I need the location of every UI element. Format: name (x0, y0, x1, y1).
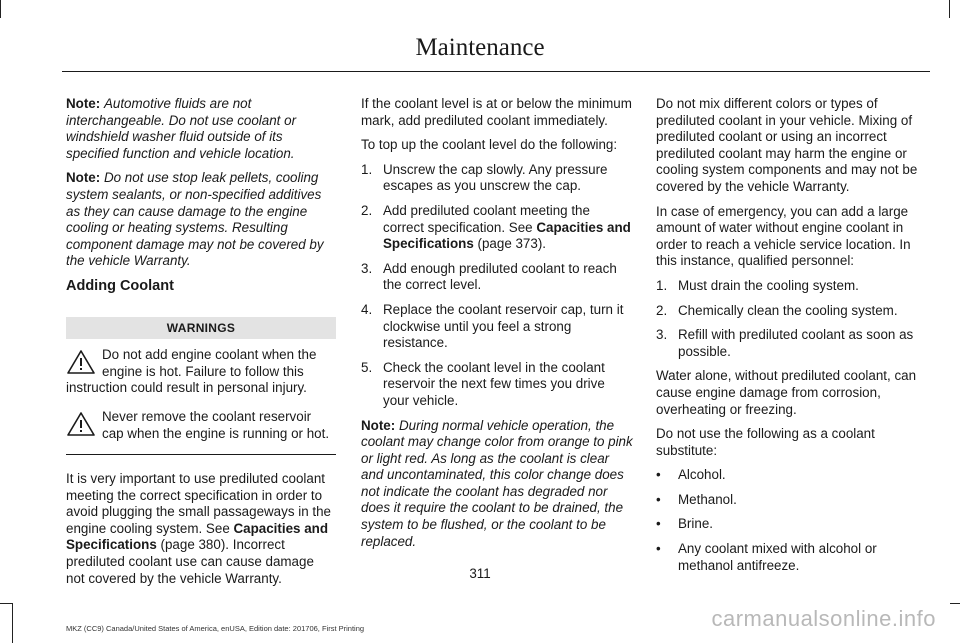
step-number: 3. (361, 260, 373, 276)
crop-mark-top-left-h (0, 0, 1, 18)
bullet-icon: • (656, 541, 661, 557)
paragraph-substitute: Do not use the following as a coolant substitute: (656, 426, 875, 458)
crop-mark-top-right-h (949, 0, 950, 18)
step-number: 1. (361, 161, 373, 177)
crop-mark-bottom-left-v (12, 603, 13, 643)
step-number: 5. (361, 359, 373, 375)
step-text: Add prediluted coolant meeting the correct specification. See (383, 202, 590, 235)
column-right (656, 96, 928, 582)
list-item (361, 162, 633, 195)
crop-mark-bottom-right-h (950, 603, 960, 604)
paragraph-text: It is very important to use prediluted coolant meeting the correct specification in order to avoid plugging the small passageways in the engine cooling system. See (66, 471, 332, 536)
section-heading-adding-coolant: Adding Coolant (66, 277, 174, 294)
warnings-divider (66, 454, 336, 455)
warning-triangle-icon (66, 349, 96, 375)
bullet-icon: • (656, 467, 661, 483)
step-number: 4. (361, 301, 373, 317)
bullet-icon: • (656, 491, 661, 507)
column-left (66, 96, 336, 595)
page-title: Maintenance (415, 34, 545, 61)
crop-mark-bottom-left-h (0, 603, 12, 604)
note-label: Note: (66, 170, 101, 186)
list-item (361, 360, 633, 410)
steps-list (361, 162, 633, 410)
bullet-text: Methanol. (678, 491, 737, 507)
note-label: Note: (66, 96, 101, 111)
cross-reference-link[interactable]: Capacities and Specifications (383, 219, 631, 252)
step-text: Must drain the cooling system. (678, 277, 859, 293)
note-color-change (361, 418, 633, 551)
list-item (656, 516, 928, 533)
warning-item (66, 347, 336, 397)
step-number: 1. (656, 277, 668, 293)
paragraph-water-alone: Water alone, without prediluted coolant, can cause engine damage from corrosion, overheating or freezing. (656, 368, 917, 417)
list-item (361, 261, 633, 294)
warning-text: Never remove the coolant reservoir cap when the engine is running or hot. (102, 408, 330, 441)
bullet-text: Any coolant mixed with alcohol or methanol antifreeze. (678, 541, 877, 573)
step-text: Chemically clean the cooling system. (678, 302, 898, 318)
warning-item (66, 409, 336, 442)
step-text: Refill with prediluted coolant as soon as possible. (678, 327, 914, 359)
list-item (656, 327, 928, 360)
warning-triangle-icon (66, 411, 96, 437)
step-text: Replace the coolant reservoir cap, turn it clockwise until you feel a strong resistance. (383, 301, 624, 351)
note-stop-leak (66, 170, 336, 270)
note-text: During normal vehicle operation, the coolant may change color from orange to pink or light red. As long as the coolant is clear and uncontaminated, this color change does not indicate the coolant has degraded nor does it require the coolant to be drained, the system to be flushed, or the coolant to be replaced. (361, 417, 633, 549)
paragraph-intro: If the coolant level is at or below the minimum mark, add prediluted coolant immediately. (361, 96, 632, 128)
watermark: carmanualsonline.info (711, 606, 936, 631)
note-text: Automotive fluids are not interchangeable. Do not use coolant or windshield washer fluid outside of its specified function and vehicle location. (66, 96, 297, 161)
note-automotive-fluids (66, 96, 336, 162)
substitute-bullet-list (656, 467, 928, 574)
footer-edition-info: MKZ (CC9) Canada/United States of America, enUSA, Edition date: 201706, First Printing (66, 624, 365, 633)
paragraph-emergency: In case of emergency, you can add a large amount of water without engine coolant in order to reach a vehicle service location. In this instance, qualified personnel: (656, 203, 911, 269)
step-number: 3. (656, 327, 668, 343)
list-item (656, 492, 928, 509)
list-item (656, 278, 928, 295)
column-middle (361, 96, 633, 558)
step-text: Add enough prediluted coolant to reach the correct level. (383, 260, 617, 293)
list-item (361, 302, 633, 352)
paragraph-mixing: Do not mix different colors or types of prediluted coolant in your vehicle. Mixing of prediluted coolant or using an incorrect prediluted coolant may harm the engine or cooling system components and may not be covered by the vehicle Warranty. (656, 96, 918, 194)
bullet-text: Alcohol. (678, 467, 726, 483)
paragraph-text: (page 380). Incorrect prediluted coolant use can cause damage not covered by the vehicle Warranty. (66, 537, 314, 586)
bullet-icon: • (656, 516, 661, 532)
note-text: Do not use stop leak pellets, cooling system sealants, or non-specified additives as they can cause damage to the engine cooling or heating systems. Resulting component damage may not be covered by the vehicle Warranty. (66, 170, 324, 269)
page-number: 311 (469, 566, 491, 581)
step-text: Check the coolant level in the coolant reservoir the next few times you drive your vehicle. (383, 359, 605, 408)
list-item (361, 203, 633, 253)
warnings-header: WARNINGS (66, 317, 336, 340)
step-text: Unscrew the cap slowly. Any pressure escapes as you unscrew the cap. (383, 161, 608, 194)
list-item (656, 467, 928, 484)
steps-intro: To top up the coolant level do the following: (361, 137, 618, 153)
personnel-steps-list (656, 278, 928, 360)
list-item (656, 303, 928, 320)
cross-reference-link[interactable]: Capacities and Specifications (66, 520, 328, 553)
step-number: 2. (361, 202, 373, 218)
note-label: Note: (361, 417, 396, 433)
step-number: 2. (656, 302, 668, 318)
warning-text: Do not add engine coolant when the engine is hot. Failure to follow this instruction could result in personal injury. (66, 347, 317, 396)
header-divider (62, 71, 930, 72)
step-text: (page 373). (473, 236, 547, 252)
bullet-text: Brine. (678, 516, 713, 532)
